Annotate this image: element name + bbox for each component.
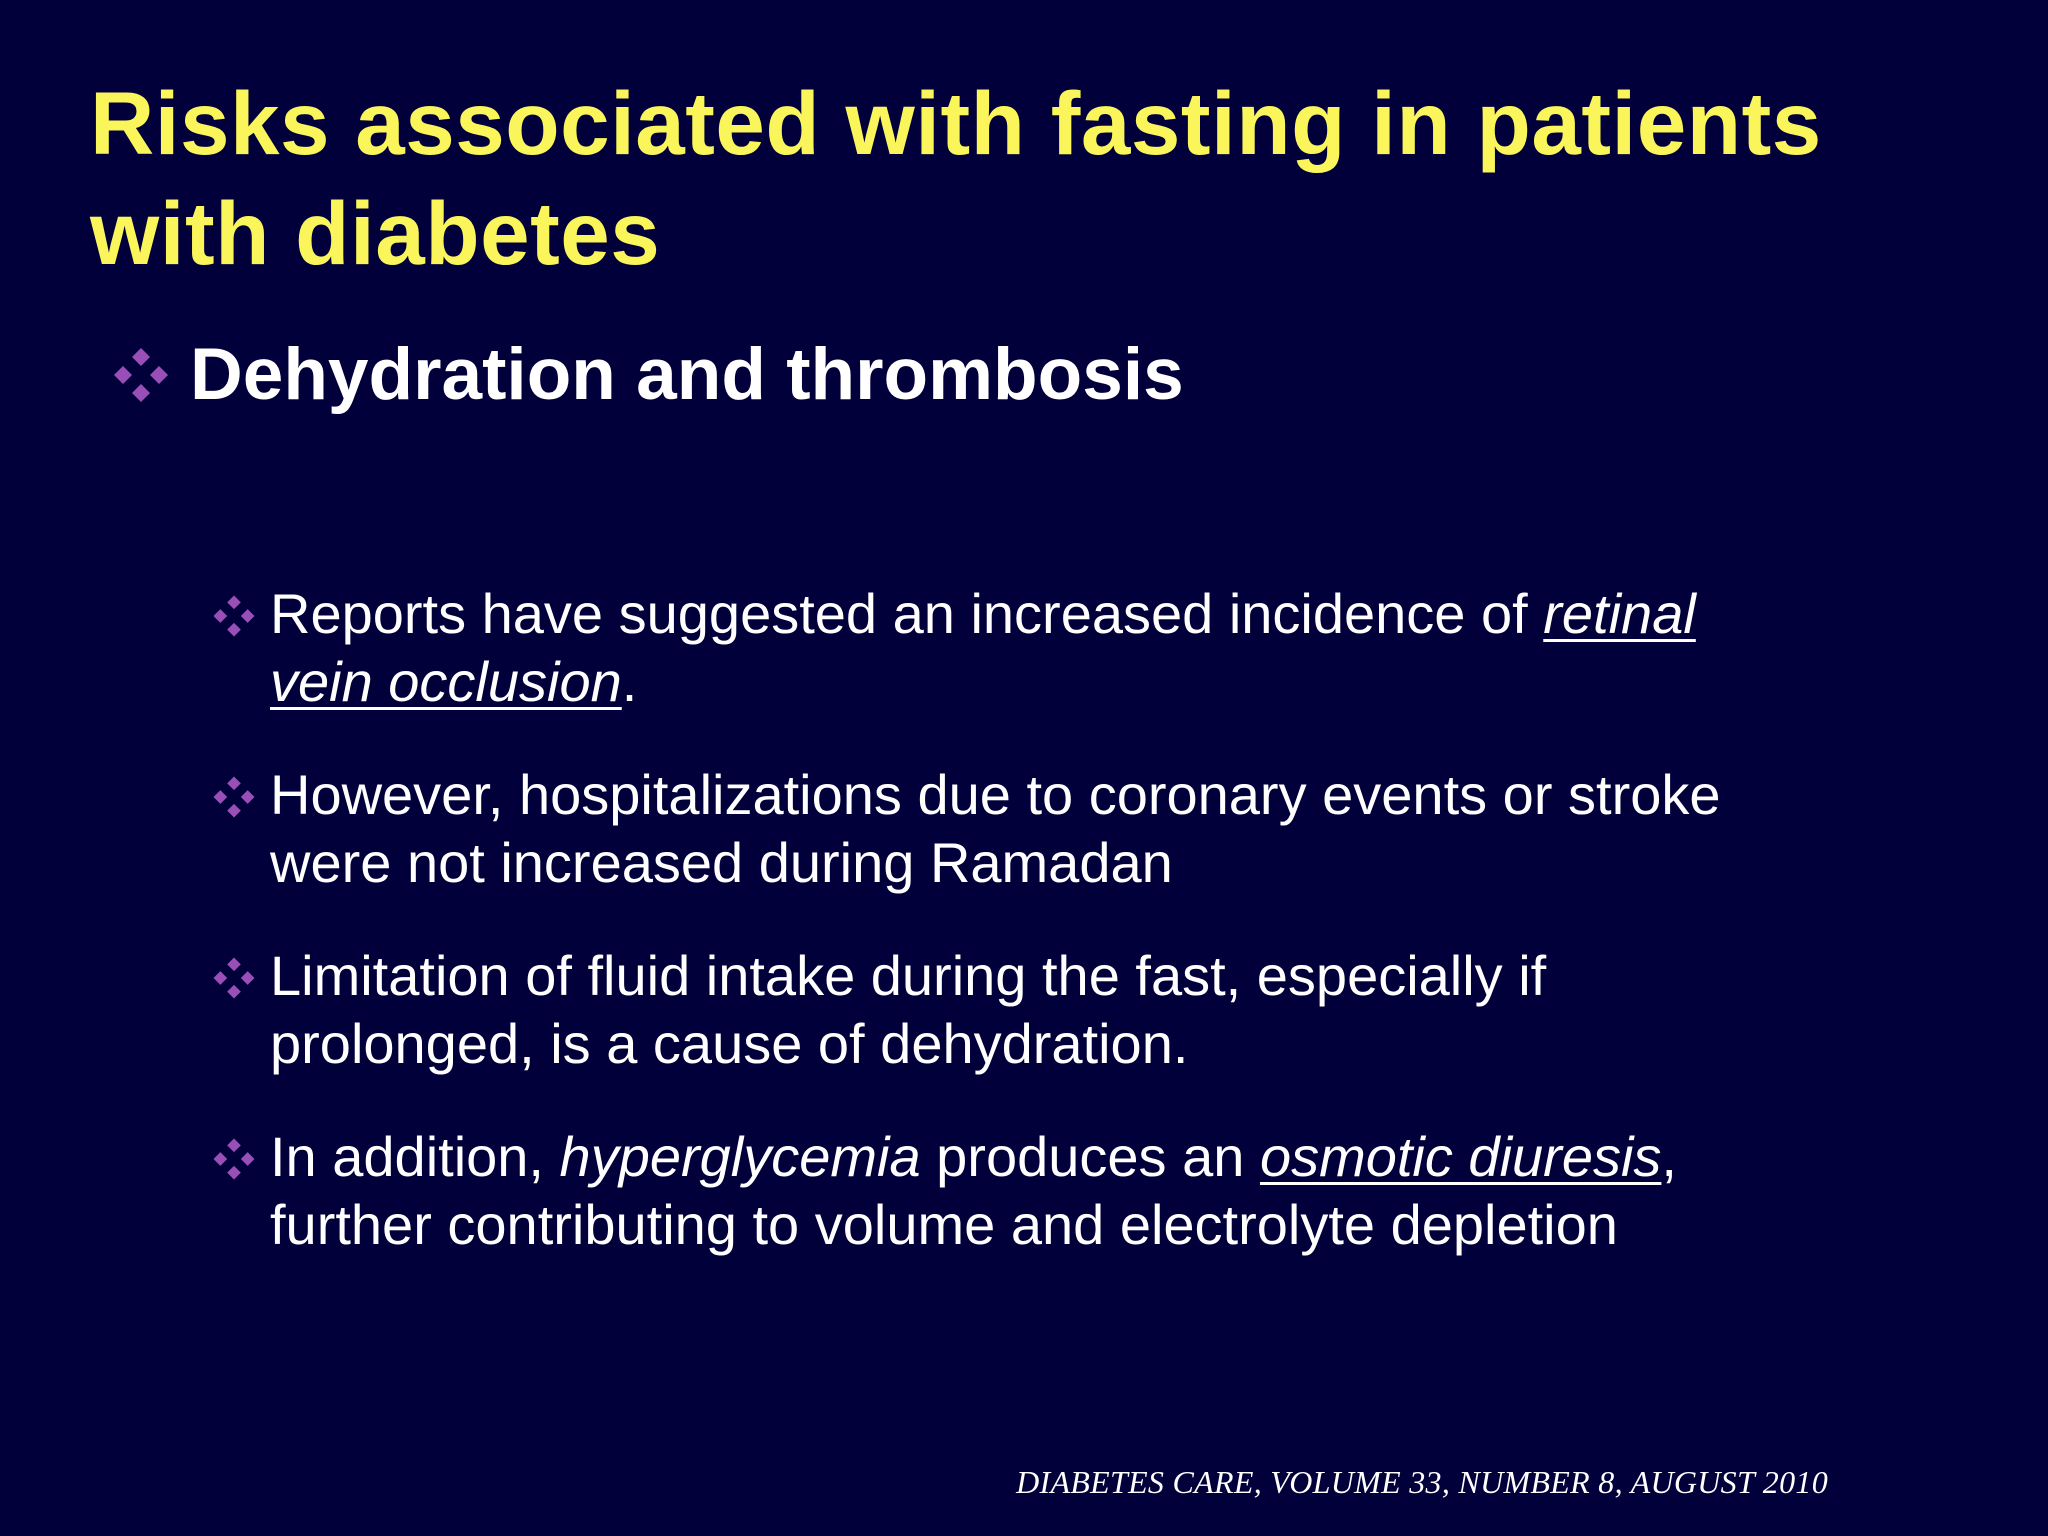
four-diamond-bullet-icon (212, 775, 256, 819)
bullet-line-2: further contributing to volume and electrolyte depletion (270, 1193, 1618, 1256)
list-item (212, 942, 1992, 1078)
bullet-text (270, 761, 1721, 897)
bullet-text-part: produces an (920, 1125, 1260, 1188)
bullet-line-1: Limitation of fluid intake during the fast, especially if (270, 944, 1547, 1007)
four-diamond-bullet-icon (212, 956, 256, 1000)
list-item (212, 1123, 1992, 1259)
heading-text: Dehydration and thrombosis (190, 334, 1184, 415)
bullet-text-part: , (1661, 1125, 1677, 1188)
bullet-text (270, 942, 1546, 1078)
bullet-text-part: In addition, (270, 1125, 560, 1188)
list-item (212, 761, 1992, 897)
bullet-text (270, 580, 1696, 716)
title-line-2: with diabetes (90, 183, 661, 283)
four-diamond-bullet-icon (212, 594, 256, 638)
bullet-text (270, 1123, 1677, 1259)
citation: DIABETES CARE, VOLUME 33, NUMBER 8, AUGUST 2010 (1016, 1464, 1828, 1500)
four-diamond-bullet-icon (212, 1137, 256, 1181)
bullet-line-2: prolonged, is a cause of dehydration. (270, 1012, 1189, 1075)
emphasis-term: osmotic diuresis (1259, 1125, 1662, 1188)
list-item (212, 580, 1992, 716)
title-line-1: Risks associated with fasting in patients (90, 73, 1822, 173)
slide-title (90, 68, 1990, 288)
section-heading (112, 330, 1184, 420)
bullet-text-part: . (621, 650, 638, 713)
emphasis-term: retinal (1543, 582, 1696, 645)
bullet-line-1: However, hospitalizations due to coronary events or stroke (270, 763, 1721, 826)
bullet-line-2: were not increased during Ramadan (270, 831, 1173, 894)
emphasis-term: hyperglycemia (559, 1125, 921, 1188)
four-diamond-bullet-icon (112, 346, 170, 404)
emphasis-term: vein occlusion (270, 650, 622, 713)
bullet-text-part: Reports have suggested an increased incidence of (270, 582, 1544, 645)
bullet-list (212, 580, 1992, 1304)
